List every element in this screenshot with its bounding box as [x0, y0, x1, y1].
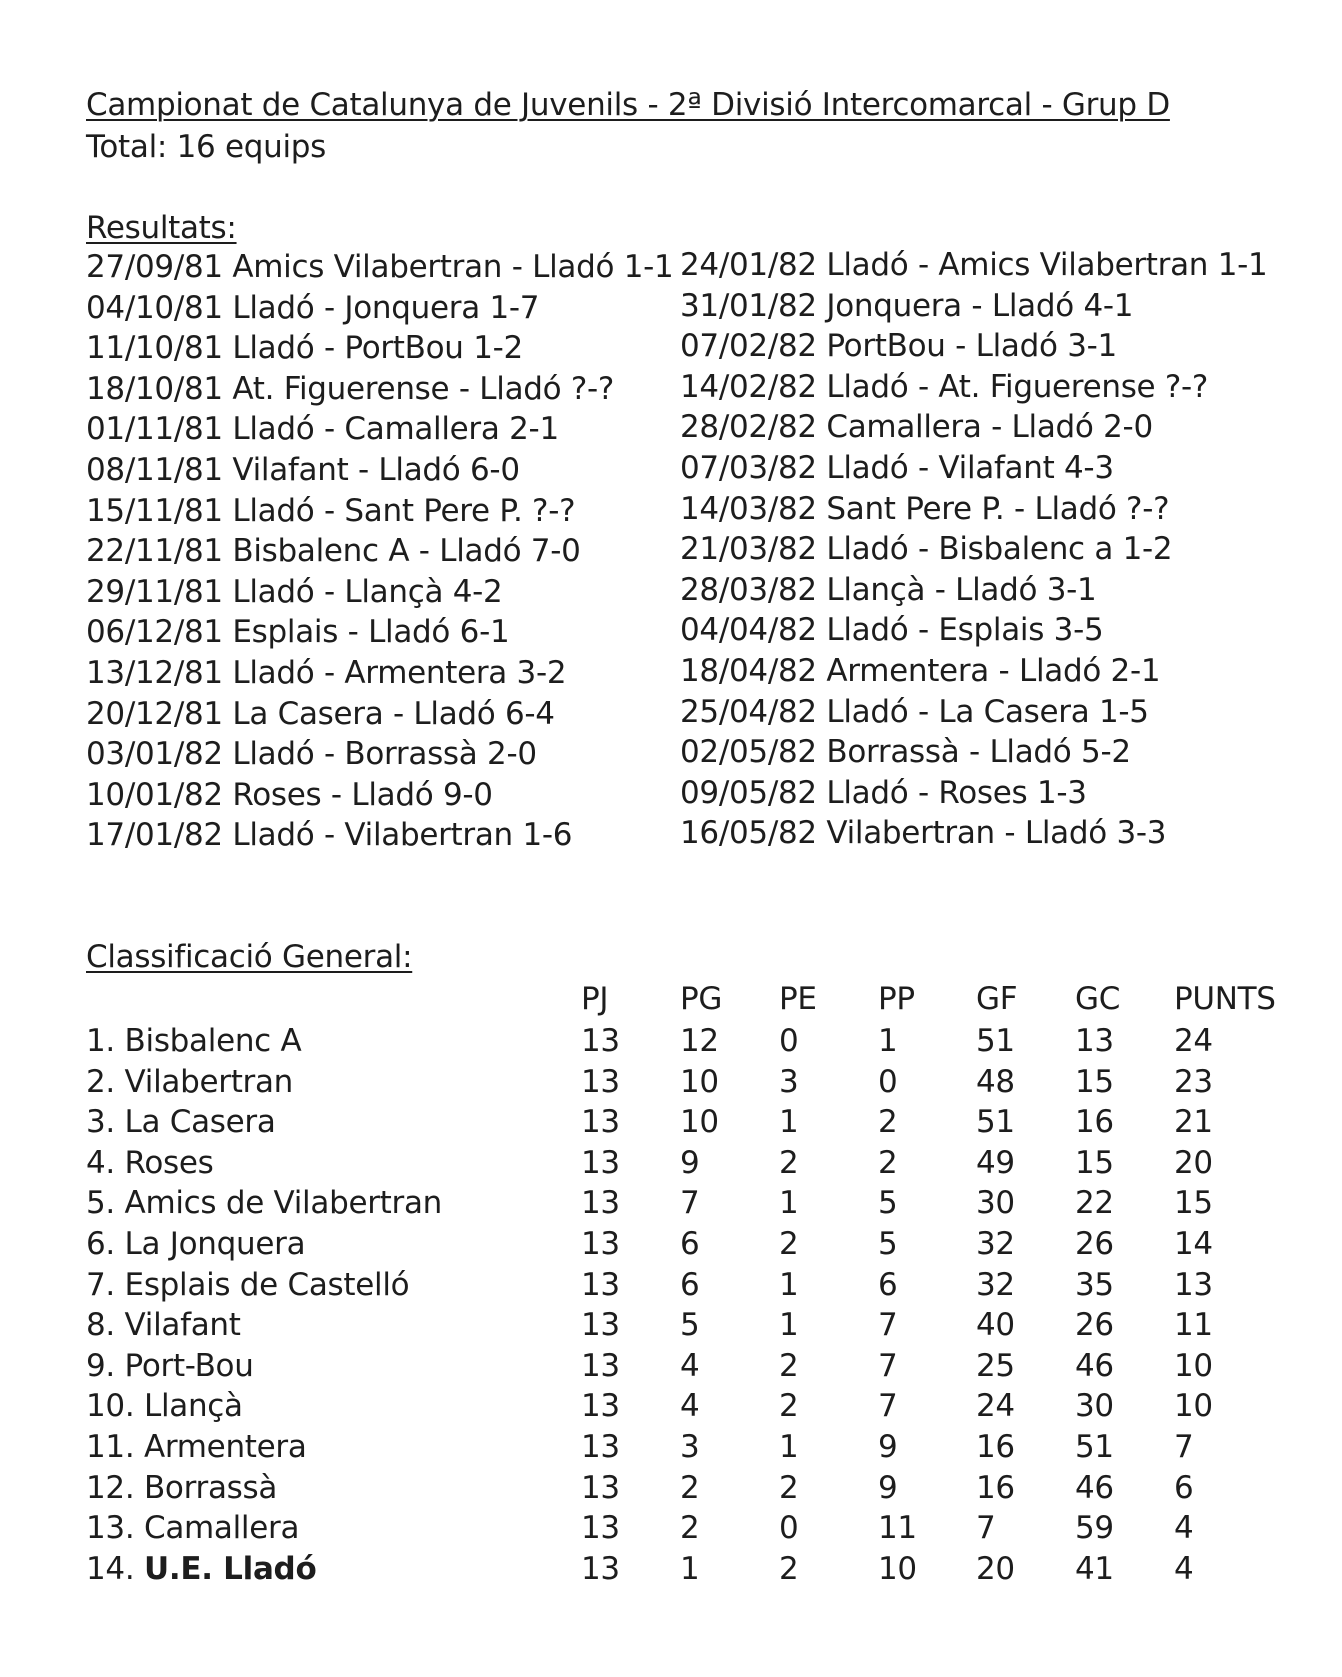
- position: 1.: [86, 1023, 115, 1059]
- position: 8.: [86, 1307, 115, 1344]
- team-name: Borrassà: [143, 1469, 278, 1506]
- result-row: 14/03/82 Sant Pere P. - Lladó ?-?: [680, 490, 1170, 527]
- stat-gf: 32: [976, 1266, 1015, 1303]
- header-gc: GC: [1075, 981, 1121, 1017]
- team-name: U.E. Lladó: [143, 1550, 317, 1587]
- stat-pts: 14: [1174, 1225, 1213, 1262]
- stat-pj: 13: [581, 1469, 620, 1506]
- stat-pe: 2: [779, 1388, 799, 1425]
- stat-gc: 22: [1075, 1185, 1114, 1222]
- team-cell: [86, 1143, 214, 1184]
- team-cell: [86, 1468, 277, 1509]
- result-row: 14/02/82 Lladó - At. Figuerense ?-?: [680, 368, 1209, 405]
- stat-gf: 48: [976, 1063, 1015, 1100]
- stat-pe: 1: [779, 1307, 799, 1344]
- stat-gc: 26: [1075, 1225, 1114, 1262]
- result-row: 01/11/81 Lladó - Camallera 2-1: [86, 411, 559, 448]
- stat-pg: 4: [680, 1347, 700, 1384]
- result-row: 27/09/81 Amics Vilabertran - Lladó 1-1: [86, 249, 674, 285]
- results-second-round: [680, 245, 1267, 854]
- stat-pg: 6: [680, 1225, 700, 1262]
- result-row: 11/10/81 Lladó - PortBou 1-2: [86, 330, 523, 367]
- stat-pts: 15: [1174, 1185, 1213, 1222]
- stat-pts: 4: [1174, 1550, 1194, 1587]
- stat-pts: 24: [1174, 1023, 1213, 1059]
- team-name: Vilafant: [124, 1307, 241, 1344]
- stat-pe: 1: [779, 1185, 799, 1222]
- result-row: 10/01/82 Roses - Lladó 9-0: [86, 776, 493, 813]
- stat-pe: 2: [779, 1144, 799, 1181]
- result-row: 06/12/81 Esplais - Lladó 6-1: [86, 614, 510, 651]
- result-row: 04/10/81 Lladó - Jonquera 1-7: [86, 289, 540, 326]
- result-row: 18/10/81 At. Figuerense - Lladó ?-?: [86, 370, 615, 407]
- position: 2.: [86, 1063, 115, 1100]
- header-gf: GF: [976, 981, 1018, 1017]
- team-name: Bisbalenc A: [124, 1023, 302, 1059]
- result-row: 28/03/82 Llançà - Lladó 3-1: [680, 571, 1097, 608]
- result-row: 18/04/82 Armentera - Lladó 2-1: [680, 652, 1161, 689]
- stat-gc: 59: [1075, 1510, 1114, 1547]
- stat-pe: 1: [779, 1104, 799, 1141]
- stat-gf: 24: [976, 1388, 1015, 1425]
- stat-gf: 16: [976, 1428, 1015, 1465]
- position: 6.: [86, 1225, 115, 1262]
- stat-pj: 13: [581, 1388, 620, 1425]
- stat-pp: 7: [878, 1388, 898, 1425]
- team-name: Amics de Vilabertran: [124, 1185, 443, 1222]
- team-cell: [86, 1549, 316, 1590]
- stat-pg: 4: [680, 1388, 700, 1425]
- stat-gc: 15: [1075, 1144, 1114, 1181]
- position: 10.: [86, 1388, 135, 1425]
- header-punts: PUNTS: [1174, 981, 1276, 1017]
- team-name: Llançà: [143, 1388, 243, 1425]
- stat-pp: 1: [878, 1023, 898, 1059]
- position: 5.: [86, 1185, 115, 1222]
- stat-pp: 2: [878, 1144, 898, 1181]
- result-row: 28/02/82 Camallera - Lladó 2-0: [680, 409, 1153, 446]
- result-row: 07/03/82 Lladó - Vilafant 4-3: [680, 449, 1114, 486]
- position: 11.: [86, 1428, 135, 1465]
- team-cell: [86, 1386, 243, 1427]
- team-cell: [86, 1346, 254, 1387]
- stat-pp: 10: [878, 1550, 917, 1587]
- team-name: Roses: [124, 1144, 214, 1181]
- team-cell: [86, 1427, 307, 1468]
- stat-pp: 5: [878, 1185, 898, 1222]
- stat-gc: 30: [1075, 1388, 1114, 1425]
- team-cell: [86, 1305, 241, 1346]
- stat-gc: 51: [1075, 1428, 1114, 1465]
- result-row: 17/01/82 Lladó - Vilabertran 1-6: [86, 817, 573, 854]
- classification-heading: Classificació General:: [86, 939, 413, 975]
- position: 13.: [86, 1510, 135, 1547]
- result-row: 03/01/82 Lladó - Borrassà 2-0: [86, 736, 537, 773]
- stat-pe: 3: [779, 1063, 799, 1100]
- stat-gc: 16: [1075, 1104, 1114, 1141]
- team-name: Armentera: [143, 1428, 307, 1465]
- stat-pj: 13: [581, 1144, 620, 1181]
- stat-pts: 10: [1174, 1347, 1213, 1384]
- stat-pj: 13: [581, 1550, 620, 1587]
- results-first-round: [86, 247, 673, 856]
- result-row: 07/02/82 PortBou - Lladó 3-1: [680, 328, 1117, 365]
- stat-pp: 7: [878, 1347, 898, 1384]
- stat-gc: 46: [1075, 1347, 1114, 1384]
- stat-pe: 2: [779, 1550, 799, 1587]
- stat-pp: 0: [878, 1063, 898, 1100]
- stat-gf: 16: [976, 1469, 1015, 1506]
- stat-pg: 7: [680, 1185, 700, 1222]
- team-name: Esplais de Castelló: [124, 1266, 410, 1303]
- stat-pg: 10: [680, 1104, 719, 1141]
- team-cell: [86, 1102, 276, 1143]
- result-row: 02/05/82 Borrassà - Lladó 5-2: [680, 734, 1131, 771]
- stat-pe: 1: [779, 1428, 799, 1465]
- stat-gf: 51: [976, 1023, 1015, 1059]
- result-row: 25/04/82 Lladó - La Casera 1-5: [680, 693, 1149, 730]
- result-row: 15/11/81 Lladó - Sant Pere P. ?-?: [86, 492, 576, 529]
- header-pj: PJ: [581, 981, 609, 1017]
- result-row: 09/05/82 Lladó - Roses 1-3: [680, 774, 1087, 811]
- stat-gc: 41: [1075, 1550, 1114, 1587]
- stat-gc: 26: [1075, 1307, 1114, 1344]
- stat-pts: 13: [1174, 1266, 1213, 1303]
- team-name: La Casera: [124, 1104, 276, 1141]
- position: 14.: [86, 1550, 135, 1587]
- team-cell: [86, 1508, 299, 1549]
- stat-gf: 20: [976, 1550, 1015, 1587]
- stat-pp: 7: [878, 1307, 898, 1344]
- stat-pts: 20: [1174, 1144, 1213, 1181]
- result-row: 29/11/81 Lladó - Llançà 4-2: [86, 573, 503, 610]
- result-row: 08/11/81 Vilafant - Lladó 6-0: [86, 451, 520, 488]
- position: 3.: [86, 1104, 115, 1141]
- position: 9.: [86, 1347, 115, 1384]
- result-row: 16/05/82 Vilabertran - Lladó 3-3: [680, 815, 1167, 852]
- stat-gf: 49: [976, 1144, 1015, 1181]
- stat-gc: 13: [1075, 1023, 1114, 1059]
- stat-pg: 5: [680, 1307, 700, 1344]
- team-cell: [86, 1224, 305, 1265]
- stat-pts: 10: [1174, 1388, 1213, 1425]
- team-total: Total: 16 equips: [86, 129, 327, 165]
- stat-pj: 13: [581, 1347, 620, 1384]
- team-cell: [86, 1021, 301, 1062]
- stat-pe: 1: [779, 1266, 799, 1303]
- result-row: 24/01/82 Lladó - Amics Vilabertran 1-1: [680, 247, 1268, 283]
- header-pe: PE: [779, 981, 817, 1017]
- result-row: 20/12/81 La Casera - Lladó 6-4: [86, 695, 555, 732]
- stat-pts: 6: [1174, 1469, 1194, 1506]
- result-row: 13/12/81 Lladó - Armentera 3-2: [86, 654, 567, 691]
- stat-pg: 2: [680, 1469, 700, 1506]
- stat-pts: 21: [1174, 1104, 1213, 1141]
- team-name: Camallera: [143, 1510, 300, 1547]
- stat-pp: 5: [878, 1225, 898, 1262]
- stat-pj: 13: [581, 1307, 620, 1344]
- stat-pe: 0: [779, 1510, 799, 1547]
- stat-gf: 51: [976, 1104, 1015, 1141]
- result-row: 04/04/82 Lladó - Esplais 3-5: [680, 612, 1104, 649]
- page-title: Campionat de Catalunya de Juvenils - 2ª Divisió Intercomarcal - Grup D: [86, 87, 1170, 123]
- result-row: 22/11/81 Bisbalenc A - Lladó 7-0: [86, 533, 581, 570]
- team-name: Vilabertran: [124, 1063, 294, 1100]
- stat-pe: 2: [779, 1469, 799, 1506]
- stat-pp: 9: [878, 1428, 898, 1465]
- team-name: Port-Bou: [124, 1347, 254, 1384]
- stat-pg: 2: [680, 1510, 700, 1547]
- stat-pts: 23: [1174, 1063, 1213, 1100]
- team-cell: [86, 1062, 293, 1103]
- results-heading: Resultats:: [86, 210, 237, 246]
- stat-gf: 32: [976, 1225, 1015, 1262]
- stat-pp: 9: [878, 1469, 898, 1506]
- position: 4.: [86, 1144, 115, 1181]
- stat-gf: 7: [976, 1510, 996, 1547]
- header-pp: PP: [878, 981, 915, 1017]
- stat-pj: 13: [581, 1510, 620, 1547]
- team-cell: [86, 1183, 442, 1224]
- stat-pe: 0: [779, 1023, 799, 1059]
- stat-pp: 6: [878, 1266, 898, 1303]
- stat-pj: 13: [581, 1185, 620, 1222]
- result-row: 31/01/82 Jonquera - Lladó 4-1: [680, 287, 1134, 324]
- stat-pp: 11: [878, 1510, 917, 1547]
- stat-gc: 35: [1075, 1266, 1114, 1303]
- stat-pe: 2: [779, 1347, 799, 1384]
- position: 12.: [86, 1469, 135, 1506]
- stat-pg: 9: [680, 1144, 700, 1181]
- stat-pts: 7: [1174, 1428, 1194, 1465]
- stat-pj: 13: [581, 1225, 620, 1262]
- stat-pj: 13: [581, 1023, 620, 1059]
- result-row: 21/03/82 Lladó - Bisbalenc a 1-2: [680, 531, 1173, 568]
- stat-pg: 6: [680, 1266, 700, 1303]
- stat-pj: 13: [581, 1428, 620, 1465]
- stat-gf: 30: [976, 1185, 1015, 1222]
- team-cell: [86, 1265, 409, 1306]
- stat-pg: 10: [680, 1063, 719, 1100]
- stat-pts: 11: [1174, 1307, 1213, 1344]
- stat-pj: 13: [581, 1063, 620, 1100]
- stat-pe: 2: [779, 1225, 799, 1262]
- stat-pg: 12: [680, 1023, 719, 1059]
- stat-pg: 1: [680, 1550, 700, 1587]
- stat-pg: 3: [680, 1428, 700, 1465]
- stat-gf: 25: [976, 1347, 1015, 1384]
- stat-pp: 2: [878, 1104, 898, 1141]
- stat-pj: 13: [581, 1104, 620, 1141]
- stat-pts: 4: [1174, 1510, 1194, 1547]
- position: 7.: [86, 1266, 115, 1303]
- stat-gc: 15: [1075, 1063, 1114, 1100]
- team-name: La Jonquera: [124, 1225, 306, 1262]
- stat-pj: 13: [581, 1266, 620, 1303]
- header-pg: PG: [680, 981, 723, 1017]
- stat-gc: 46: [1075, 1469, 1114, 1506]
- stat-gf: 40: [976, 1307, 1015, 1344]
